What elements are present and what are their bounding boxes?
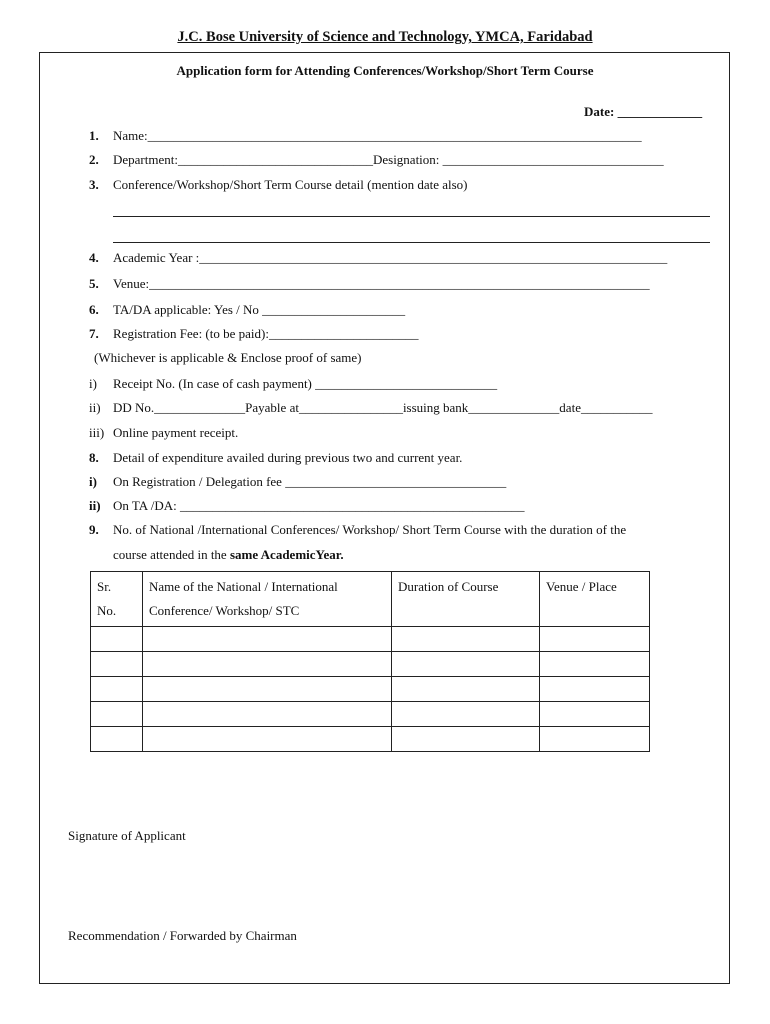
table-cell[interactable] [540, 702, 650, 727]
online-payment-label: Online payment receipt. [113, 425, 239, 440]
expenditure-label: Detail of expenditure availed during previous two and current year. [113, 450, 463, 465]
venue-field[interactable]: Venue:_____________________________________________________________________________ [113, 276, 650, 291]
signature-label: Signature of Applicant [68, 828, 186, 843]
table-cell[interactable] [392, 727, 540, 752]
item-number: 6. [89, 302, 99, 317]
table-row [91, 727, 650, 752]
col-duration: Duration of Course [392, 572, 540, 627]
academic-year-field[interactable]: Academic Year :________________________________________________________________________ [113, 250, 668, 265]
table-header-row [91, 572, 650, 627]
registration-fee-field[interactable]: Registration Fee: (to be paid):_______________________ [113, 326, 419, 341]
date-field[interactable]: Date: _____________ [584, 104, 703, 119]
table-cell[interactable] [143, 702, 392, 727]
table-cell[interactable] [540, 677, 650, 702]
item-number: 5. [89, 276, 99, 291]
item-number: i) [89, 474, 97, 489]
table-cell[interactable] [392, 702, 540, 727]
item-number: 8. [89, 450, 99, 465]
table-cell[interactable] [143, 727, 392, 752]
tada-field[interactable]: TA/DA applicable: Yes / No ______________________ [113, 302, 406, 317]
item-number: 9. [89, 522, 99, 537]
table-cell[interactable] [143, 627, 392, 652]
national-count-label-cont: course attended in the same AcademicYear. [113, 547, 344, 562]
table-cell[interactable] [392, 652, 540, 677]
table-row [91, 677, 650, 702]
conference-detail-label: Conference/Workshop/Short Term Course detail (mention date also) [113, 177, 468, 192]
col-conference-name: Name of the National / International Conference/ Workshop/ STC [143, 572, 392, 627]
table-cell[interactable] [540, 727, 650, 752]
table-cell[interactable] [143, 677, 392, 702]
whichever-note: (Whichever is applicable & Enclose proof of same) [94, 350, 362, 365]
item-number: 1. [89, 128, 99, 143]
table-cell[interactable] [143, 652, 392, 677]
table-cell[interactable] [91, 627, 143, 652]
item-number: iii) [89, 425, 105, 440]
table-cell[interactable] [392, 627, 540, 652]
table-row [91, 627, 650, 652]
table-cell[interactable] [392, 677, 540, 702]
conference-detail-line-2[interactable] [113, 242, 710, 243]
table-cell[interactable] [91, 652, 143, 677]
university-title: J.C. Bose University of Science and Technology, YMCA, Faridabad [177, 29, 593, 45]
table-row [91, 652, 650, 677]
national-count-label: No. of National /International Conferences/ Workshop/ Short Term Course with the duration of the [113, 522, 627, 537]
item-number: 7. [89, 326, 99, 341]
item-number: 3. [89, 177, 99, 192]
form-title: Application form for Attending Conferences/Workshop/Short Term Course [176, 63, 594, 78]
table-row [91, 702, 650, 727]
item-number: ii) [89, 498, 101, 513]
col-venue: Venue / Place [540, 572, 650, 627]
item-number: i) [89, 376, 97, 391]
item-number: 2. [89, 152, 99, 167]
conference-detail-line-1[interactable] [113, 216, 710, 217]
dd-field[interactable]: DD No.______________Payable at________________issuing bank______________date___________ [113, 400, 653, 415]
item-number: ii) [89, 400, 101, 415]
receipt-field[interactable]: Receipt No. (In case of cash payment) ____________________________ [113, 376, 498, 391]
recommendation-label: Recommendation / Forwarded by Chairman [68, 928, 297, 943]
department-designation-field[interactable]: Department:______________________________Designation: __________________________________ [113, 152, 664, 167]
table-cell[interactable] [91, 677, 143, 702]
table-cell[interactable] [540, 652, 650, 677]
on-registration-field[interactable]: On Registration / Delegation fee __________________________________ [113, 474, 507, 489]
name-field[interactable]: Name:____________________________________________________________________________ [113, 128, 642, 143]
course-table [90, 571, 650, 752]
table-cell[interactable] [540, 627, 650, 652]
on-tada-field[interactable]: On TA /DA: _____________________________________________________ [113, 498, 525, 513]
item-number: 4. [89, 250, 99, 265]
table-cell[interactable] [91, 702, 143, 727]
table-cell[interactable] [91, 727, 143, 752]
col-sr-no: Sr. No. [91, 572, 143, 627]
